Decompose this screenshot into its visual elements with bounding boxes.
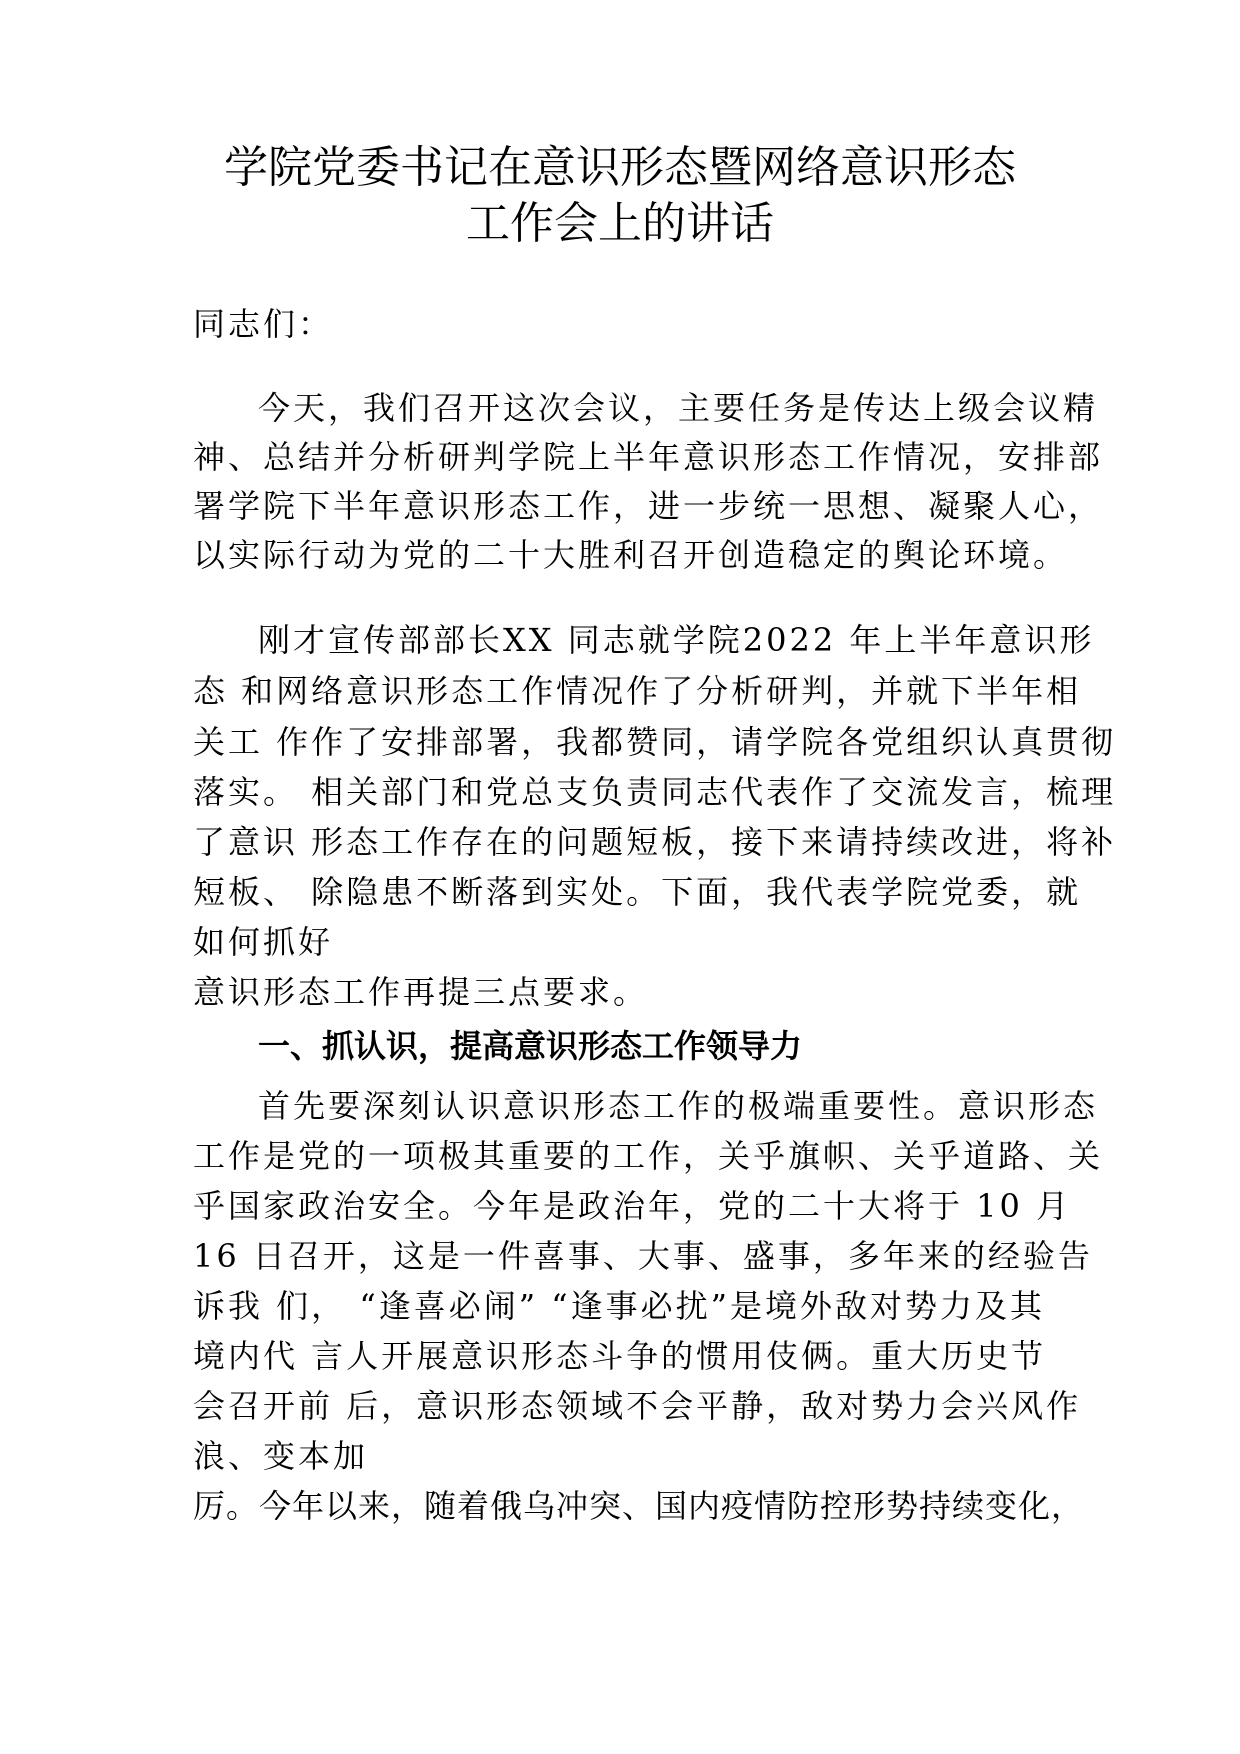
paragraph-2-line-1: 刚才宣传部部长XX 同志就学院2022 年上半年意识形: [258, 621, 1095, 659]
paragraph-3-line-2: 工作是党的一项极其重要的工作，关乎旗帜、关乎道路、关: [193, 1137, 1104, 1175]
paragraph-2-line-6: 短板、 除隐患不断落到实处。下面，我代表学院党委，就: [193, 873, 1082, 911]
paragraph-2-line-2: 态 和网络意识形态工作情况作了分析研判，并就下半年相: [193, 672, 1082, 710]
paragraph-2-line-5: 了意识 形态工作存在的问题短板，接下来请持续改进，将补: [193, 823, 1117, 861]
paragraph-1-line-2: 神、总结并分析研判学院上半年意识形态工作情况，安排部: [193, 438, 1104, 476]
paragraph-3-line-5: 诉我 们， “逢喜必闹” “逢事必扰”是境外敌对势力及其: [193, 1287, 1045, 1325]
paragraph-1-line-3: 署学院下半年意识形态工作，进一步统一思想、凝聚人心，: [193, 487, 1104, 525]
paragraph-1-line-4: 以实际行动为党的二十大胜利召开创造稳定的舆论环境。: [193, 536, 1069, 574]
paragraph-2-line-7: 如何抓好: [193, 923, 334, 961]
document-title-line-2: 工作会上的讲话: [466, 198, 774, 249]
paragraph-3-line-4: 16 日召开，这是一件喜事、大事、盛事，多年来的经验告: [193, 1237, 1093, 1275]
paragraph-2-line-4: 落实。 相关部门和党总支负责同志代表作了交流发言，梳理: [193, 773, 1117, 811]
paragraph-3-line-8: 浪、变本加: [193, 1437, 369, 1475]
document-title-line-1: 学院党委书记在意识形态暨网络意识形态: [224, 142, 1016, 193]
paragraph-1-line-1: 今天，我们召开这次会议，主要任务是传达上级会议精: [258, 389, 1099, 427]
paragraph-2-line-3: 关工 作作了安排部署，我都赞同，请学院各党组织认真贯彻: [193, 723, 1117, 761]
paragraph-3-line-7: 会召开前 后，意识形态领域不会平静，敌对势力会兴风作: [193, 1387, 1082, 1425]
paragraph-3-line-9: 厉。今年以来，随着俄乌冲突、国内疫情防控形势持续变化，: [193, 1487, 1085, 1525]
paragraph-3-line-1: 首先要深刻认识意识形态工作的极端重要性。意识形态: [258, 1087, 1099, 1125]
salutation: 同志们：: [193, 305, 334, 343]
paragraph-3-line-6: 境内代 言人开展意识形态斗争的惯用伎俩。重大历史节: [193, 1337, 1047, 1375]
section-1-heading: 一、抓认识，提高意识形态工作领导力: [258, 1027, 803, 1065]
paragraph-3-line-3: 乎国家政治安全。今年是政治年，党的二十大将于 10 月: [193, 1187, 1072, 1225]
paragraph-2-line-8: 意识形态工作再提三点要求。: [193, 973, 649, 1011]
